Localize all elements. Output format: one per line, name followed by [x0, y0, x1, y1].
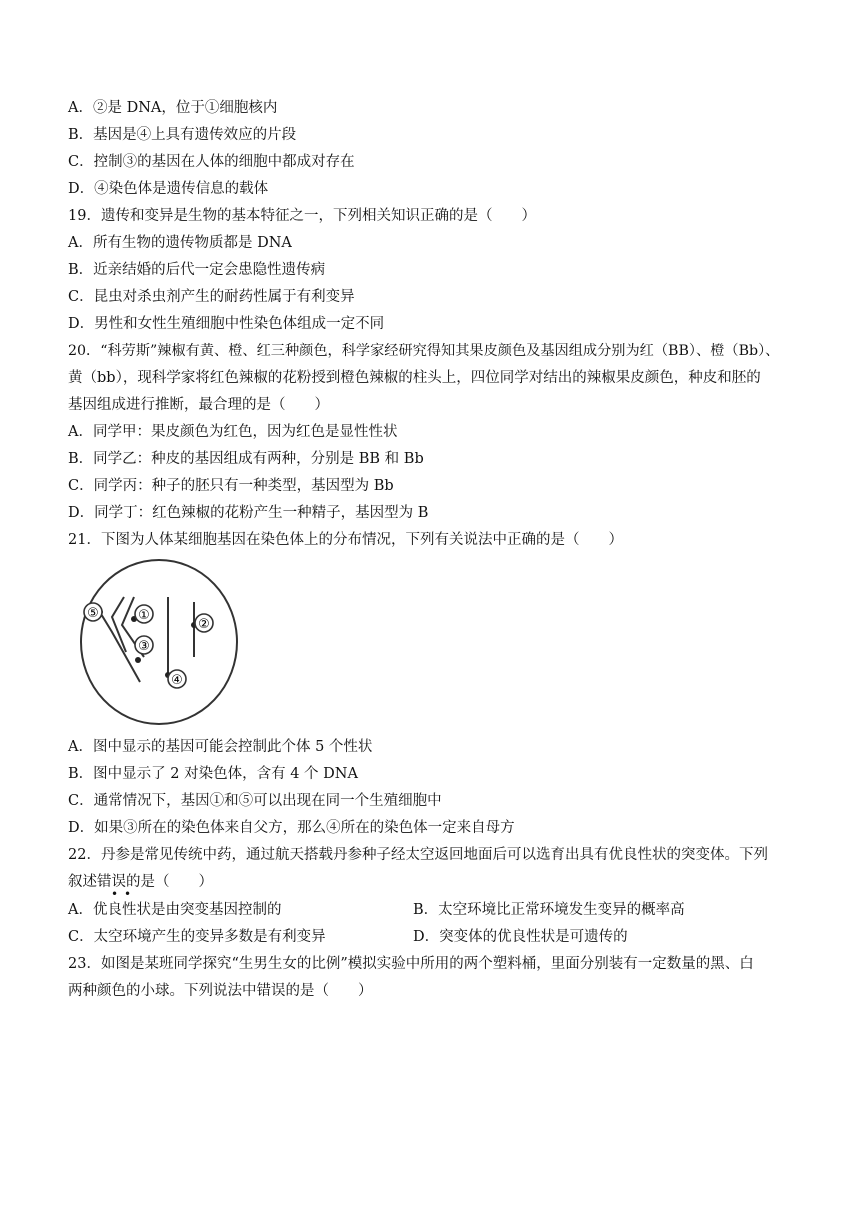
q20-option-d: D．同学丁：红色辣椒的花粉产生一种精子，基因型为 B — [68, 505, 429, 521]
q22-stem-line-1: 22．丹参是常见传统中药，通过航天搭载丹参种子经太空返回地面后可以选育出具有优良性状的突变体。下列 — [68, 847, 768, 863]
q18-option-d: D．④染色体是遗传信息的载体 — [68, 181, 269, 197]
q22-option-c: C．太空环境产生的变异多数是有利变异 — [68, 929, 326, 945]
q20-stem-line-2: 黄（bb），现科学家将红色辣椒的花粉授到橙色辣椒的柱头上，四位同学对结出的辣椒果皮颜色，种皮和胚的 — [68, 370, 761, 386]
q22-stem-line-2: 叙述错误的是（ ） — [68, 874, 213, 890]
q20-option-b: B．同学乙：种皮的基因组成有两种，分别是 BB 和 Bb — [68, 451, 424, 467]
q18-option-c: C．控制③的基因在人体的细胞中都成对存在 — [68, 154, 355, 170]
q19-option-b: B．近亲结婚的后代一定会患隐性遗传病 — [68, 262, 326, 278]
gene-label-1: ① — [138, 608, 150, 623]
gene-label-3: ③ — [138, 639, 150, 654]
chromosome-figure — [78, 557, 240, 727]
q22-option-a: A．优良性状是由突变基因控制的 — [68, 902, 282, 918]
q21-option-c: C．通常情况下，基因①和⑤可以出现在同一个生殖细胞中 — [68, 793, 442, 809]
q18-option-a: A．②是 DNA，位于①细胞核内 — [68, 100, 278, 116]
q22-option-d: D．突变体的优良性状是可遗传的 — [413, 929, 628, 945]
q21-option-d: D．如果③所在的染色体来自父方，那么④所在的染色体一定来自母方 — [68, 820, 515, 836]
q20-stem-line-1: 20．“科劳斯”辣椒有黄、橙、红三种颜色，科学家经研究得知其果皮颜色及基因组成分别为红（BB）、橙（Bb）、 — [68, 343, 780, 359]
gene-label-4: ④ — [171, 673, 183, 688]
gene-label-2: ② — [198, 617, 210, 632]
q20-option-a: A．同学甲：果皮颜色为红色，因为红色是显性性状 — [68, 424, 398, 440]
q19-option-c: C．昆虫对杀虫剂产生的耐药性属于有利变异 — [68, 289, 355, 305]
q18-option-b: B．基因是④上具有遗传效应的片段 — [68, 127, 297, 143]
q19-option-a: A．所有生物的遗传物质都是 DNA — [68, 235, 292, 251]
q23-stem-line-2: 两种颜色的小球。下列说法中错误的是（ ） — [68, 983, 373, 999]
q19-stem: 19．遗传和变异是生物的基本特征之一，下列相关知识正确的是（ ） — [68, 208, 536, 224]
emphasis-dot: • — [124, 887, 132, 901]
q20-option-c: C．同学丙：种子的胚只有一种类型，基因型为 Bb — [68, 478, 394, 494]
q19-option-d: D．男性和女性生殖细胞中性染色体组成一定不同 — [68, 316, 385, 332]
q23-stem-line-1: 23．如图是某班同学探究“生男生女的比例”模拟实验中所用的两个塑料桶，里面分别装有一定数量的黑、白 — [68, 956, 754, 972]
emphasis-dot: • — [111, 887, 119, 901]
q20-stem-line-3: 基因组成进行推断，最合理的是（ ） — [68, 397, 329, 413]
q21-option-a: A．图中显示的基因可能会控制此个体 5 个性状 — [68, 739, 373, 755]
q22-option-b: B．太空环境比正常环境发生变异的概率高 — [413, 902, 685, 918]
gene-label-5: ⑤ — [87, 606, 99, 621]
q21-stem: 21．下图为人体某细胞基因在染色体上的分布情况，下列有关说法中正确的是（ ） — [68, 532, 623, 548]
q21-option-b: B．图中显示了 2 对染色体，含有 4 个 DNA — [68, 766, 358, 782]
cell-outline — [81, 560, 237, 724]
